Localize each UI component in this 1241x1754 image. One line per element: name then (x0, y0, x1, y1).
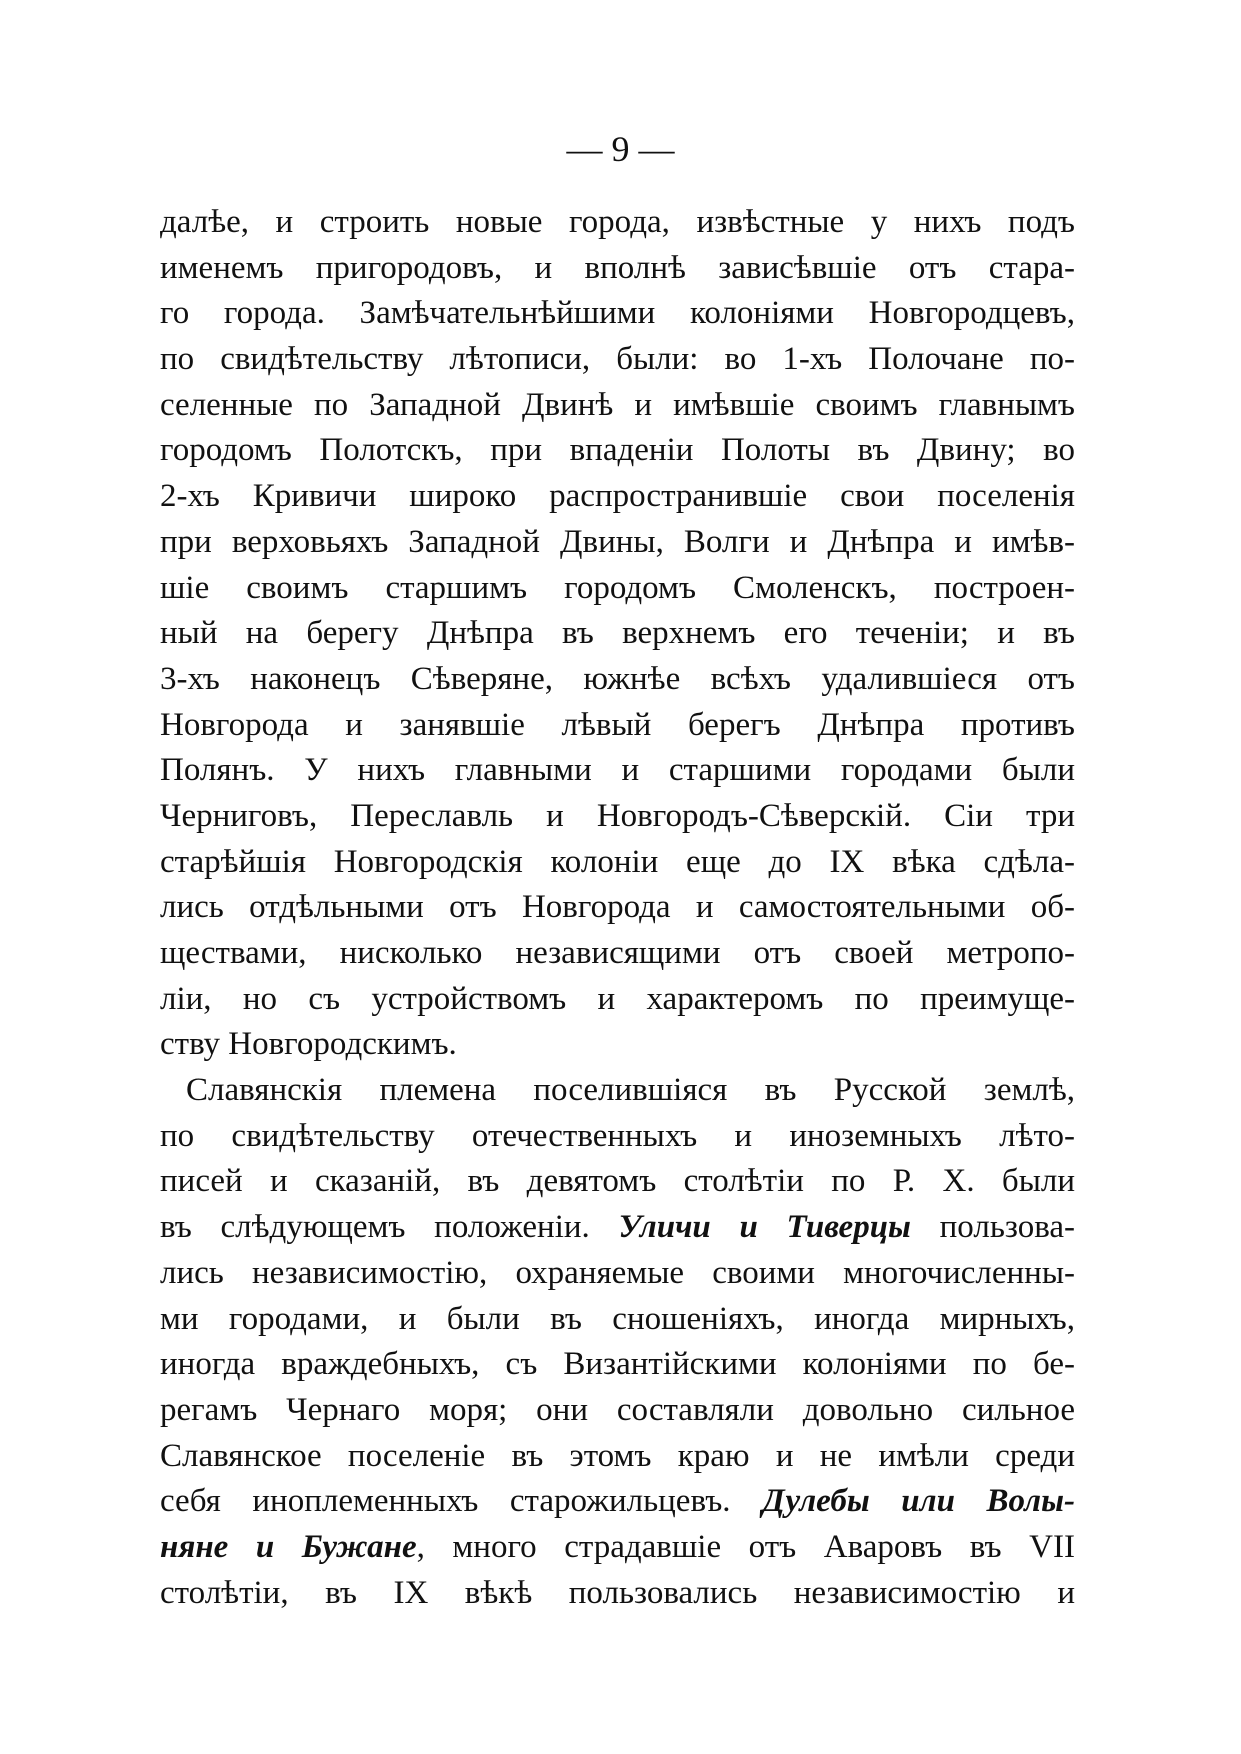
text-line (160, 428, 1075, 474)
text-segment: ми городами, и были въ сношеніяхъ, иногда мирныхъ, (160, 1300, 1075, 1337)
text-segment: Новгорода и занявшіе лѣвый берегъ Днѣпра противъ (160, 706, 1075, 743)
text-line (160, 840, 1075, 886)
text-line (160, 1205, 1075, 1251)
text-line (160, 246, 1075, 292)
text-segment: регамъ Чернаго моря; они составляли довольно сильное (160, 1391, 1075, 1428)
text-line (160, 1525, 1075, 1571)
body-text (160, 200, 1075, 1616)
text-line (160, 383, 1075, 429)
text-line (160, 291, 1075, 337)
text-line (160, 1251, 1075, 1297)
text-line (160, 1342, 1075, 1388)
text-line (160, 1388, 1075, 1434)
text-segment: го города. Замѣчательнѣйшими колоніями Новгородцевъ, (160, 295, 1075, 332)
text-segment: далѣе, и строить новые города, извѣстные у нихъ подъ (160, 204, 1075, 240)
text-segment: въ слѣдующемъ положеніи. (160, 1209, 619, 1246)
text-segment: при верховьяхъ Западной Двины, Волги и Днѣпра и имѣв- (160, 523, 1075, 560)
text-segment: писей и сказаній, въ девятомъ столѣтіи по Р. Х. были (160, 1163, 1075, 1200)
text-segment: ству Новгородскимъ. (160, 1026, 457, 1063)
text-segment: Черниговъ, Переславль и Новгородъ-Сѣверскій. Сіи три (160, 797, 1075, 834)
text-segment: шіе своимъ старшимъ городомъ Смоленскъ, построен- (160, 569, 1075, 606)
text-segment: иногда враждебныхъ, съ Византійскими колоніями по бе- (160, 1346, 1075, 1383)
text-line (160, 566, 1075, 612)
italic-text: няне и Бужане (160, 1528, 417, 1565)
text-line (160, 1114, 1075, 1160)
text-segment: ществами, нисколько независящими отъ своей метропо- (160, 935, 1075, 971)
text-segment: по свидѣтельству отечественныхъ и иноземныхъ лѣто- (160, 1117, 1075, 1154)
text-line (160, 200, 1075, 246)
text-line (160, 748, 1075, 794)
text-segment: ліи, но съ устройствомъ и характеромъ по преимуще- (160, 980, 1075, 1017)
text-line (160, 337, 1075, 383)
page-number: — 9 — (566, 129, 675, 169)
text-line (160, 1571, 1075, 1617)
text-segment: селенные по Западной Двинѣ и имѣвшіе своимъ главнымъ (160, 386, 1075, 423)
text-segment: лись отдѣльными отъ Новгорода и самостоятельными об- (160, 889, 1075, 926)
text-segment: именемъ пригородовъ, и вполнѣ зависѣвшіе отъ стара- (160, 249, 1075, 286)
text-segment: себя иноплеменныхъ старожильцевъ. (160, 1483, 763, 1520)
text-segment: столѣтіи, въ IX вѣкѣ пользовались независимостію и (160, 1574, 1075, 1611)
text-line (160, 885, 1075, 931)
text-segment: Полянъ. У нихъ главными и старшими городами были (160, 752, 1075, 789)
text-line (160, 794, 1075, 840)
text-line (160, 657, 1075, 703)
text-line (160, 1159, 1075, 1205)
text-line (160, 1022, 1075, 1068)
text-line (160, 520, 1075, 566)
text-segment: , много страдавшіе отъ Аваровъ въ VII (416, 1528, 1075, 1565)
text-segment: 3-хъ наконецъ Сѣверяне, южнѣе всѣхъ удалившіеся отъ (160, 660, 1075, 697)
text-line (160, 931, 1075, 977)
text-line (160, 1297, 1075, 1343)
text-segment: 2-хъ Кривичи широко распространившіе свои поселенія (160, 478, 1075, 515)
text-segment: пользова- (910, 1209, 1076, 1246)
text-line (160, 977, 1075, 1023)
text-line (160, 1434, 1075, 1480)
text-segment: Славянское поселеніе въ этомъ краю и не имѣли среди (160, 1437, 1075, 1474)
text-line (160, 1479, 1075, 1525)
text-line (160, 1068, 1075, 1114)
text-segment: по свидѣтельству лѣтописи, были: во 1-хъ Полочане по- (160, 341, 1075, 378)
italic-text: Уличи и Тиверцы (618, 1209, 911, 1246)
text-segment: ный на берегу Днѣпра въ верхнемъ его теченіи; и въ (160, 615, 1075, 652)
text-segment: городомъ Полотскъ, при впаденіи Полоты въ Двину; во (160, 432, 1075, 469)
text-line (160, 611, 1075, 657)
text-segment: лись независимостію, охраняемые своими многочисленны- (160, 1254, 1075, 1291)
text-segment: старѣйшія Новгородскія колоніи еще до IX вѣка сдѣла- (160, 843, 1075, 880)
text-segment: Славянскія племена поселившіяся въ Русской землѣ, (186, 1072, 1075, 1109)
text-line (160, 474, 1075, 520)
italic-text: Дулебы или Волы- (762, 1483, 1075, 1520)
text-line (160, 703, 1075, 749)
